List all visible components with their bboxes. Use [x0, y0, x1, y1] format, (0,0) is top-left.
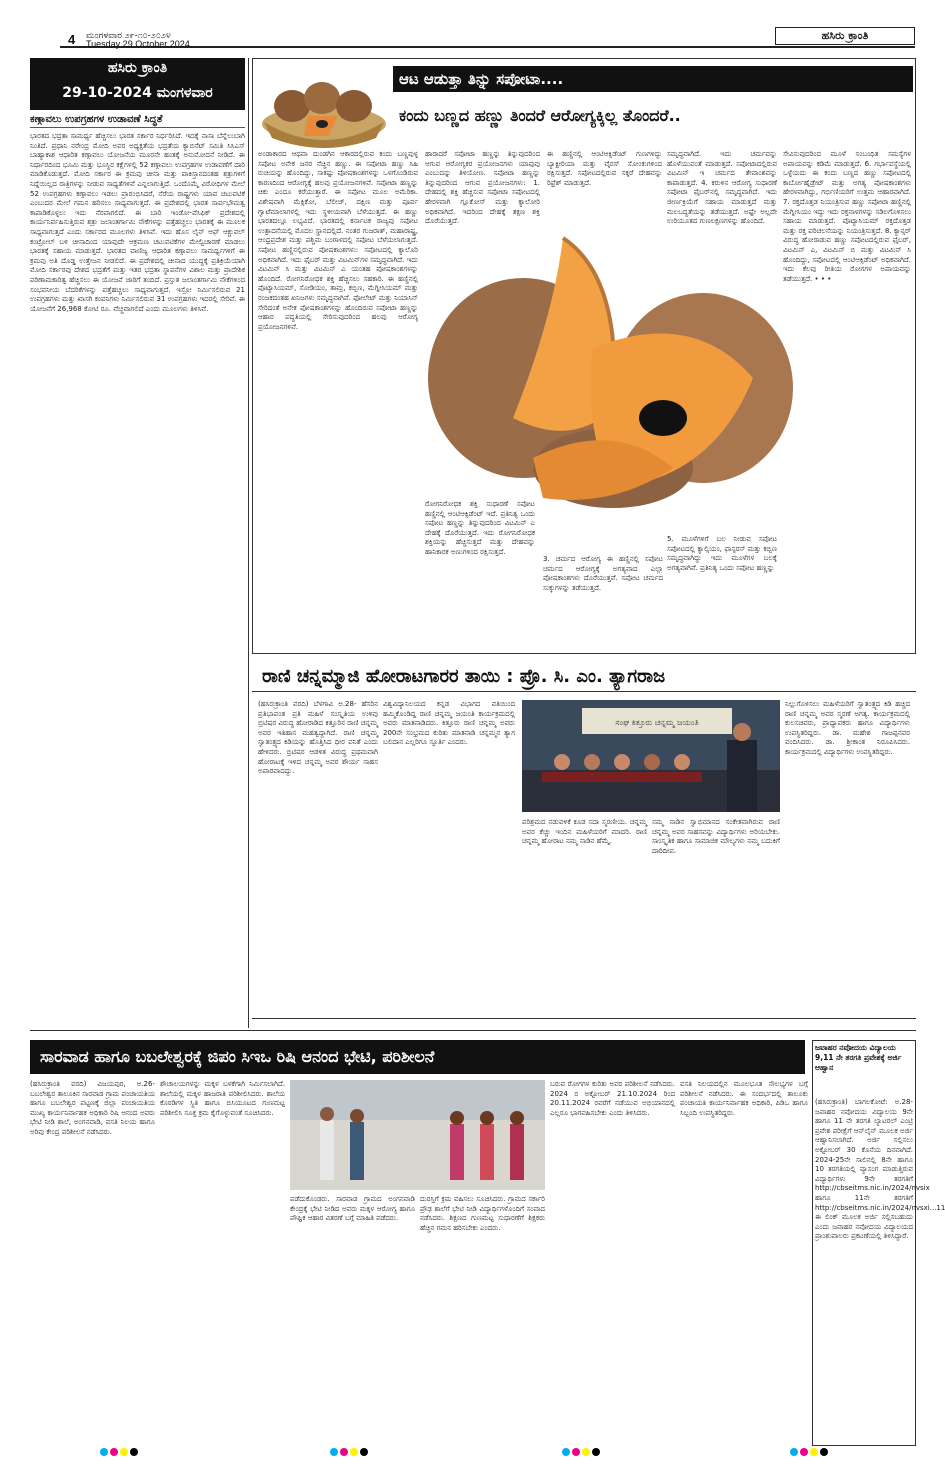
- sapota-column-3b: 3. ಚರ್ಮದ ಆರೋಗ್ಯ ಈ ಹಣ್ಣಿನಲ್ಲಿ ಸಪೋಟ ಚರ್ಮದ ಆರೋಗ್ಯಕ್ಕೆ ಅಗತ್ಯವಾದ ಎಲ್ಲಾ ಪೋಷಕಾಂಶಗಳು ದೊರೆಯುತ್ತವೆ. ಸಪೋಟ ಚರ್ಮದ ಸುಕ್ಕುಗಳನ್ನು ತಡೆಯುತ್ತದೆ.: [543, 555, 663, 592]
- sapota-column-5: ಸೇವಿಸುವುದರಿಂದ ಮೂಳೆ ಸಂಬಂಧಿತ ಸಮಸ್ಯೆಗಳ ಅಪಾಯವನ್ನು ಕಡಿಮೆ ಮಾಡುತ್ತದೆ. 6. ಗರ್ಭಾವಸ್ಥೆಯಲ್ಲಿ ಒಳ್ಳೆಯದು ಈ ಕಂದು ಬಣ್ಣದ ಹಣ್ಣು ಸಪೋಟದಲ್ಲಿ ಕಾರ್ಬೋಹೈಡ್ರೇಟ್ ಮತ್ತು ಅಗತ್ಯ ಪೋಷಕಾಂಶಗಳು ಹೇರಳವಾಗಿದ್ದು, ಗರ್ಭಿಣಿಯರಿಗೆ ಉತ್ತಮ ಆಹಾರವಾಗಿದೆ. 7. ರಕ್ತದೊತ್ತಡ ನಿಯಂತ್ರಿಸುವ ಹಣ್ಣು ಸಪೋಟಾ ಹಣ್ಣಿನಲ್ಲಿ ಮೆಗ್ನೀಸಿಯಂ ಇದ್ದು ಇದು ರಕ್ತನಾಳಗಳನ್ನು ಸಡಿಲಗೊಳಿಸಲು ಸಹಾಯ ಮಾಡುತ್ತದೆ. ಪೊಟ್ಯಾಸಿಯಮ್ ರಕ್ತದೊತ್ತಡ ಮತ್ತು ರಕ್ತ ಪರಿಚಲನೆಯನ್ನು ನಿಯಂತ್ರಿಸುತ್ತದೆ. 8. ಕ್ಯಾನ್ಸರ್ ವಿರುದ್ಧ ಹೋರಾಡುವ ಹಣ್ಣು ಸಪೋಟದಲ್ಲಿರುವ ಫೈಬರ್, ವಿಟಮಿನ್ ಎ, ವಿಟಮಿನ್ ಬಿ ಮತ್ತು ವಿಟಮಿನ್ ಸಿ ಹೊಂದಿದ್ದು, ಸಪೋಟದಲ್ಲಿ ಆಂಟಿಆಕ್ಸಿಡೆಂಟ್ ಅಧಿಕವಾಗಿದೆ. ಇದು ಕೆಲವು ರೀತಿಯ ರೋಗಗಳ ಅಪಾಯವನ್ನು ತಡೆಯುತ್ತದೆ. • • •: [783, 150, 911, 283]
- masthead: [30, 58, 245, 110]
- registration-dot-yellow: [810, 1448, 818, 1456]
- chennamma-event-photo: [522, 700, 780, 812]
- chennamma-column-3: ನಿಲ್ಲುಗೊಳಿಸಲು ಮಹಿಳೆಯರಿಗೆ ಸ್ವಾತಂತ್ರ್ಯದ ಕಿಡಿ ಹಚ್ಚಿದ ರಾಣಿ ಚನ್ನಮ್ಮ ಅವರ ಸ್ಮರಣೆ ಅಗತ್ಯ. ಕಾರ್ಯಕ್ರಮದಲ್ಲಿ ಕುಲಸಚಿವರು, ಪ್ರಾಧ್ಯಾಪಕರು ಹಾಗೂ ವಿದ್ಯಾರ್ಥಿಗಳು ಉಪಸ್ಥಿತರಿದ್ದರು. ಡಾ. ಮಹೇಶ ಗಾಜಪ್ಪನವರ ವಂದಿಸಿದರು. ಡಾ. ಶ್ರೀಕಾಂತ ನಿರೂಪಿಸಿದರು. ಕಾರ್ಯಕ್ರಮದಲ್ಲಿ ವಿದ್ಯಾರ್ಥಿಗಳು ಉಪಸ್ಥಿತರಿದ್ದರು.: [785, 700, 910, 756]
- chennamma-column-2: ವಿಶ್ವವಿದ್ಯಾನಿಲಯದ ಕನ್ನಡ ವಿಭಾಗದ ವತಿಯಿಂದ ಹಮ್ಮಿಕೊಂಡಿದ್ದ ರಾಣಿ ಚನ್ನಮ್ಮ ಜಯಂತಿ ಕಾರ್ಯಕ್ರಮದಲ್ಲಿ ಅವರು ಮಾತನಾಡಿದರು. ಕಿತ್ತೂರು ರಾಣಿ ಚನ್ನಮ್ಮ ಅವರು 200ನೇ ಸಂಭ್ರಮದ ಕುರಿತು ಮಾತನಾಡಿ ಚನ್ನಮ್ಮನ ತ್ಯಾಗ ಬಲಿದಾನ ಎಲ್ಲರಿಗೂ ಸ್ಫೂರ್ತಿ ಎಂದರು.: [383, 700, 515, 747]
- page-number: 4: [68, 32, 76, 47]
- event-banner-text: ಸಂಘ ಕಿತ್ತೂರು ಚನ್ನಮ್ಮ ಜಯಂತಿ: [615, 718, 699, 727]
- registration-marks: [100, 1448, 138, 1456]
- masthead-date: 29-10-2024 ಮಂಗಳವಾರ: [62, 85, 213, 101]
- registration-dot-cyan: [330, 1448, 338, 1456]
- sapota-column-4: ಸಮೃದ್ಧವಾಗಿದೆ. ಇದು ಚರ್ಮವನ್ನು ಹೊಳೆಯುವಂತೆ ಮಾಡುತ್ತದೆ. ಸಪೋಟಾದಲ್ಲಿರುವ ವಿಟಮಿನ್ ಇ ಚರ್ಮದ ತೇವಾಂಶವನ್ನು ಕಾಪಾಡುತ್ತದೆ. 4. ಕರುಳಿನ ಆರೋಗ್ಯ ಸುಧಾರಣೆ ಸಪೋಟಾ ಫೈಬರ್‌ನಲ್ಲಿ ಸಮೃದ್ಧವಾಗಿದೆ. ಇದು ಜೀರ್ಣಕ್ರಿಯೆಗೆ ಸಹಾಯ ಮಾಡುತ್ತದೆ ಮತ್ತು ಮಲಬದ್ಧತೆಯನ್ನು ತಡೆಯುತ್ತದೆ. ಅಷ್ಟೇ ಅಲ್ಲದೇ ಉರಿಯೂತದ ಗುಣಲಕ್ಷಣಗಳನ್ನು ಹೊಂದಿದೆ.: [667, 150, 777, 226]
- sarawad-column-4: ದುರಸ್ತಿಗೆ ಕ್ರಮ ವಹಿಸಲು ಸೂಚಿಸಿದರು. ಗ್ರಾಮದ ಸರ್ಕಾರಿ ಪ್ರೌಢ ಶಾಲೆಗೆ ಭೇಟಿ ನೀಡಿ ವಿದ್ಯಾರ್ಥಿಗಳೊಂದಿಗೆ ಸಂವಾದ ನಡೆಸಿದರು. ಶಿಕ್ಷಣದ ಗುಣಮಟ್ಟ ಸುಧಾರಣೆಗೆ ಶಿಕ್ಷಕರು ಹೆಚ್ಚಿನ ಗಮನ ಹರಿಸಬೇಕು ಎಂದರು.: [420, 1195, 545, 1232]
- sapota-headline-line1: ಆಟ ಆಡುತ್ತಾ ತಿನ್ನು ಸಪೋಟಾ....: [393, 66, 913, 92]
- sapota-column-2b: ರೋಗನಿರೋಧಕ ಶಕ್ತಿ ಸುಧಾರಣೆ ಸಪೋಟ ಹಣ್ಣಿನಲ್ಲಿ ಆಂಟಿಆಕ್ಸಿಡೆಂಟ್ ಇದೆ. ಪ್ರತಿನಿತ್ಯ ಒಂದು ಸಪೋಟ ಹಣ್ಣನ್ನು ತಿನ್ನುವುದರಿಂದ ವಿಟಮಿನ್ ಎ ದೇಹಕ್ಕೆ ದೊರೆಯುತ್ತದೆ. ಇದು ರೋಗನಿರೋಧಕ ಶಕ್ತಿಯನ್ನು ಹೆಚ್ಚಿಸುತ್ತದೆ ಮತ್ತು ದೇಹವನ್ನು ಹಾನಿಕಾರಕ ಅಣುಗಳಿಂದ ರಕ್ಷಿಸುತ್ತದೆ.: [425, 500, 535, 556]
- column-rule: [248, 58, 249, 1028]
- section-rule: [252, 1018, 916, 1019]
- registration-dot-magenta: [572, 1448, 580, 1456]
- chennamma-column-1: (ಹಸಿರುಕ್ರಾಂತಿ ವರದಿ) ಬೆಳಗಾವಿ ಅ.28- ಹೆಸರಿನ ಪ್ರತಿಭಾವಂತ ಪ್ರತಿ ಮಹಿಳೆ ಸಂಸ್ಕೃತಿಯ ಉಳಿವು ಬ್ರಿಟಿಷರ ವಿರುದ್ಧ ಹೋರಾಡಿದ ಕಿತ್ತೂರಿನ ರಾಣಿ ಚನ್ನಮ್ಮ ಅವರ ಇತಿಹಾಸ ಮಹತ್ವದ್ದಾಗಿದೆ. ರಾಣಿ ಚನ್ನಮ್ಮ ಸ್ವಾತಂತ್ರ್ಯದ ಕಿಡಿಯನ್ನು ಹೊತ್ತಿಸಿದ ಧೀರ ವನಿತೆ ಎಂದು ಹೇಳಿದರು. ಬ್ರಿಟಿಷರ ಆಡಳಿತ ವಿರುದ್ಧ ಪ್ರಥಮವಾಗಿ ಹೋರಾಟಕ್ಕೆ ಇಳಿದ ಚನ್ನಮ್ಮ ಅವರ ಶೌರ್ಯ ಸಾಹಸ ಅಪಾರವಾದದ್ದು.: [258, 700, 378, 776]
- navodaya-notice-body: (ಹಸಿರುಕ್ರಾಂತಿ) ಬಾಗಲಕೋಟೆ: ಅ.28- ಜವಾಹರ ನವೋದಯ ವಿದ್ಯಾಲಯ 9ನೇ ಹಾಗೂ 11 ನೇ ತರಗತಿ ಲ್ಯಾಟರಲ್ ಎಂಟ್ರಿ ಪ್ರವೇಶ ಪರೀಕ್ಷೆಗೆ ಆನ್‌ಲೈನ್ ಮೂಲಕ ಅರ್ಜಿ ಆಹ್ವಾನಿಸಲಾಗಿದೆ. ಅರ್ಜಿ ಸಲ್ಲಿಸಲು ಅಕ್ಟೋಬರ್ 30 ಕೊನೆಯ ದಿನವಾಗಿದೆ. 2024-25ನೇ ಸಾಲಿನಲ್ಲಿ 8ನೇ ಹಾಗೂ 10 ತರಗತಿಯಲ್ಲಿ ವ್ಯಾಸಂಗ ಮಾಡುತ್ತಿರುವ ವಿದ್ಯಾರ್ಥಿಗಳು 9ನೇ ತರಗತಿಗೆ http://cbseitms.nic.in/2024/nvsix ಹಾಗೂ 11ನೇ ತರಗತಿಗೆ http://cbseitms.nic.in/2024/nvsxi...11 ಈ ಲಿಂಕ್ ಮೂಲಕ ಅರ್ಜಿ ಸಲ್ಲಿಸಬಹುದು ಎಂದು ಜವಾಹರ ನವೋದಯ ವಿದ್ಯಾಲಯದ ಪ್ರಾಂಶುಪಾಲರು ಪ್ರಕಟಣೆಯಲ್ಲಿ ತಿಳಿಸಿದ್ದಾರೆ.: [815, 1098, 945, 1241]
- sarawad-column-6: ವಸತಿ ನಿಲಯದಲ್ಲಿನ ಮೂಲಭೂತ ಸೌಲಭ್ಯಗಳ ಬಗ್ಗೆ ಪರಿಶೀಲನೆ ನಡೆಸಿದರು. ಈ ಸಂದರ್ಭದಲ್ಲಿ ತಾಲೂಕು ಪಂಚಾಯತಿ ಕಾರ್ಯನಿರ್ವಾಹಕ ಅಧಿಕಾರಿ, ಪಿಡಿಒ ಹಾಗೂ ಸಿಬ್ಬಂದಿ ಉಪಸ್ಥಿತರಿದ್ದರು.: [680, 1080, 808, 1117]
- registration-dot-black: [592, 1448, 600, 1456]
- left-story-headline: ಕಣ್ಗಾವಲು ಉಪಗ್ರಹಗಳ ಉಡಾವಣೆ ಸಿದ್ಧತೆ: [30, 112, 245, 128]
- registration-dot-black: [820, 1448, 828, 1456]
- navodaya-notice-headline: ಜವಾಹರ ನವೋದಯ ವಿದ್ಯಾಲಯ 9,11 ನೇ ತರಗತಿ ಪ್ರವೇಶಕ್ಕೆ ಅರ್ಜಿ ಆಹ್ವಾನ: [815, 1043, 902, 1072]
- registration-marks: [790, 1448, 828, 1456]
- registration-dot-yellow: [120, 1448, 128, 1456]
- sapota-fruit-image: [413, 218, 793, 518]
- header-brand: ಹಸಿರು ಕ್ರಾಂತಿ: [775, 27, 915, 45]
- sarawad-column-3: ಪಡೆದುಕೊಂಡರು. ಸಾರವಾಡ ಗ್ರಾಮದ ಅಂಗನವಾಡಿ ಕೇಂದ್ರಕ್ಕೆ ಭೇಟಿ ನೀಡಿದ ಅವರು ಮಕ್ಕಳ ಆರೋಗ್ಯ ಹಾಗೂ ಪೌಷ್ಟಿಕ ಆಹಾರ ವಿತರಣೆ ಬಗ್ಗೆ ಮಾಹಿತಿ ಪಡೆದರು.: [290, 1195, 415, 1223]
- registration-dot-cyan: [100, 1448, 108, 1456]
- sapota-headline-line2: ಕಂದು ಬಣ್ಣದ ಹಣ್ಣು ತಿಂದರೆ ಆರೋಗ್ಯಕ್ಕಿಲ್ಲ ತೊಂದರೆ..: [399, 106, 681, 125]
- registration-dot-cyan: [790, 1448, 798, 1456]
- registration-dot-magenta: [800, 1448, 808, 1456]
- chennamma-column-5: ನಮ್ಮ ನಾಡಿನ ಸ್ವಾಭಿಮಾನದ ಸಂಕೇತವಾಗಿರುವ ರಾಣಿ ಚನ್ನಮ್ಮ ಅವರ ಸಾಹಸವನ್ನು ವಿದ್ಯಾರ್ಥಿಗಳು ಅರಿಯಬೇಕು. ಸಾಂಸ್ಕೃತಿಕ ಹಾಗೂ ಸಾಮಾಜಿಕ ಮೌಲ್ಯಗಳು ನಮ್ಮ ಬದುಕಿಗೆ ದಾರಿದೀಪ.: [652, 818, 780, 855]
- registration-dot-yellow: [350, 1448, 358, 1456]
- left-story-body: ಭಾರತದ ಭದ್ರತಾ ಸಾಮರ್ಥ್ಯ ಹೆಚ್ಚಿಸಲು ಭಾರತ ಸರ್ಕಾರ ನಿರ್ಧರಿಸಿದೆ. ಇದಕ್ಕೆ ನಾಸಾ ಬೆನ್ನೆಲುಬಾಗಿ ನಿಂತಿದೆ. ಪ್ರಧಾನಿ ನರೇಂದ್ರ ಮೋದಿ ಅವರ ಅಧ್ಯಕ್ಷತೆಯ ಭದ್ರತೆಯ ಕ್ಯಾಬಿನೆಟ್ ಸಮಿತಿ ಸಿಸಿಎಸ್ ಬಾಹ್ಯಾಕಾಶ ಆಧಾರಿತ ಕಣ್ಗಾವಲು ಯೋಜನೆಯ ಮೂರನೇ ಹಂತಕ್ಕೆ ಅನುಮೋದನೆ ನೀಡಿದೆ. ಈ ನಿರ್ಧಾರದಿಂದ ಭೂಮಿ ಮತ್ತು ಭೂಸ್ಥಿರ ಕಕ್ಷೆಗಳಲ್ಲಿ 52 ಕಣ್ಗಾವಲು ಉಪಗ್ರಹಗಳ ಉಡಾವಣೆಗೆ ದಾರಿ ಮಾಡಿಕೊಡುತ್ತದೆ. ಮೋದಿ ಸರ್ಕಾರ ಈ ಕ್ರಮವು ಚೀನಾ ಮತ್ತು ಪಾಕಿಸ್ತಾನದಂತಹ ಶತ್ರುಗಳಿಗೆ ನಿದ್ದೆಯಿಲ್ಲದ ರಾತ್ರಿಗಳನ್ನು ನೀಡುವ ಸಾಧ್ಯತೆಗಳಿವೆ ಎನ್ನಲಾಗುತ್ತಿದೆ. ಒಂದೊಮ್ಮೆ ವಿರೋಧಿಗಳ ಮೇಲೆ 52 ಉಪಗ್ರಹಗಳು ಕಣ್ಗಾವಲು ಇಡಲು ಪ್ರಾರಂಭಿಸಿದರೆ, ನೆರೆಯ ರಾಷ್ಟ್ರಗಳು ಯಾವ ಚಟುವಟಿಕೆ ಎಂಬುದರ ಮೇಲೆ ಗಮನ ಹರಿಸಲು ಸಾಧ್ಯವಾಗುತ್ತದೆ. ಈ ಪ್ರದೇಶದಲ್ಲಿ ಭಾರತ ಸಾರ್ವಭೌಮತ್ವ ಕಾಪಾಡಿಕೊಳ್ಳಲು ಇದು ನೆರವಾಗಲಿದೆ. ಈ ಬಾರಿ ಇಂಡೋ-ಪೆಸಿಫಿಕ್ ಪ್ರದೇಶದಲ್ಲಿ ಕಾರ್ಯನಿರ್ವಹಿಸುತ್ತಿರುವ ಶತ್ರು ಜಲಾಂತರ್ಗಾಮಿ ನೌಕೆಗಳನ್ನು ಪತ್ತೆಹಚ್ಚಲು ಭಾರತಕ್ಕೆ ಈ ಮೂಲಕ ಸಾಧ್ಯವಾಗುತ್ತದೆ ಎಂದು ಸರ್ಕಾರದ ಮೂಲಗಳು ತಿಳಿಸಿವೆ. ಇದು ಹೊಸ ಲೈನ್ ಆಫ್ ಆಕ್ಚುವಲ್ ಕಂಟ್ರೋಲ್ ಬಳಿ ಚೀನಾದಿಂದ ಯಾವುದೇ ಆಕ್ರಮಣ ಚಟುವಟಿಕೆಗಳ ಮೇಲ್ವಿಚಾರಣೆ ಮಾಡಲು ಭಾರತಕ್ಕೆ ಸಹಾಯ ಮಾಡುತ್ತದೆ. ಭಾರತದ ವಾಣಿಜ್ಯ ಆಧಾರಿತ ಕಣ್ಗಾವಲು ಸಾಮರ್ಥ್ಯಗಳಿಗೆ ಈ ಕ್ರಮವು ಅತಿ ದೊಡ್ಡ ಉತ್ತೇಜನ ನೀಡಲಿದೆ. ಈ ಪ್ರದೇಶದಲ್ಲಿ ಚೀನಾದ ಯುದ್ಧಕ್ಕೆ ಪ್ರತಿಕ್ರಿಯೆಯಾಗಿ ಮೋದಿ ಸರ್ಕಾರವು ದೇಶದ ಭದ್ರತೆಗೆ ಮತ್ತು ಇತರ ಭದ್ರತಾ ಸ್ಥಾಪನೆಗಳ ವಿಶಾಲ ಮತ್ತು ಪ್ರಾದೇಶಿಕ ಪರಿಣಾಮಕಾರಿತ್ವ ಹೆಚ್ಚಿಸಲು ಈ ಯೋಜನೆ ಜಾರಿಗೆ ತಂದಿದೆ. ಪ್ರಸ್ತುತ ಜಲಾಂತರ್ಗಾಮಿ ನೌಕೆಗಳಿಂದ ಸಂಭವನೀಯ ಬೆದರಿಕೆಗಳನ್ನು ಪತ್ತೆಹಚ್ಚಲು ಸಾಧ್ಯವಾಗುತ್ತದೆ. ಇಸ್ರೋ ನಿರ್ಮಿಸಲಿರುವ 21 ಉಪಗ್ರಹಗಳು ಮತ್ತು ಖಾಸಗಿ ಕಂಪನಿಗಳು ನಿರ್ಮಿಸಲಿರುವ 31 ಉಪಗ್ರಹಗಳು ಇದರಲ್ಲಿ ಸೇರಿವೆ. ಈ ಯೋಜನೆಗೆ 26,968 ಕೋಟಿ ರೂ. ವೆಚ್ಚವಾಗಲಿದೆ ಎಂದು ಮೂಲಗಳು ತಿಳಿಸಿವೆ.: [30, 132, 245, 313]
- sapota-column-1: ಅಂಡಾಕಾರದ ಆಥವಾ ದುಂಡಗಿನ ಆಕಾರದಲ್ಲಿರುವ ಕಂದು ಬಣ್ಣವುಳ್ಳ ಸಪೋಟ ಅನೇಕ ಜನರ ನೆಚ್ಚಿನ ಹಣ್ಣು. ಈ ಸಪೋಟಾ ಹಣ್ಣು ಸಿಹಿ ರುಚಿಯನ್ನು ಹೊಂದಿದ್ದು, ಸಾಕಷ್ಟು ಪೋಷಕಾಂಶಗಳನ್ನು ಒಳಗೊಂಡಿರುವ ಕಾರಣದಿಂದ ಆರೋಗ್ಯಕ್ಕೆ ಹಲವು ಪ್ರಯೋಜನಗಳಿವೆ. ಸಪೋಟಾ ಹಣ್ಣನ್ನು ಚಿಕು ಎಂದೂ ಕರೆಯುತ್ತಾರೆ. ಈ ಸಪೋಟ ಮೂಲ ಅಮೆರಿಕಾ. ವಿಶೇಷವಾಗಿ ಮೆಕ್ಸಿಕೋ, ಬೆಲೀಜ್, ದಕ್ಷಿಣ ಮತ್ತು ಪೂರ್ವ ಗ್ವಾಟೆಮಾಲಾಗಳಲ್ಲಿ ಇದು ಸ್ಥಳೀಯವಾಗಿ ಬೆಳೆಯುತ್ತದೆ. ಈ ಹಣ್ಣು ಭಾರತದಲ್ಲೂ ಲಭ್ಯವಿದೆ. ಭಾರತದಲ್ಲಿ ಕರ್ನಾಟಕ ರಾಜ್ಯವು ಸಪೋಟ ಉತ್ಪಾದನೆಯಲ್ಲಿ ಮೊದಲ ಸ್ಥಾನದಲ್ಲಿದೆ. ನಂತರ ಗುಜರಾತ್, ಮಹಾರಾಷ್ಟ್ರ, ಆಂಧ್ರಪ್ರದೇಶ ಮತ್ತು ಪಶ್ಚಿಮ ಬಂಗಾಳದಲ್ಲಿ ಸಪೋಟ ಬೆಳೆಯಲಾಗುತ್ತದೆ. ಸಪೋಟ ಹಣ್ಣಿನಲ್ಲಿರುವ ಪೋಷಕಾಂಶಗಳು: ಸಪೋಟದಲ್ಲಿ ಕ್ಯಾಲೊರಿ ಅಧಿಕವಾಗಿದೆ. ಇದು ಫೈಬರ್ ಮತ್ತು ವಿಟಮಿನ್‌ಗಳ ಸಮೃದ್ಧವಾಗಿದೆ. ಇದು ವಿಟಮಿನ್ ಸಿ ಮತ್ತು ವಿಟಮಿನ್ ಎ ಯಂತಹ ಪೋಷಕಾಂಶಗಳನ್ನು ಹೊಂದಿದೆ. ರೋಗನಿರೋಧಕ ಶಕ್ತಿ ಹೆಚ್ಚಿಸಲು ಸಹಕಾರಿ. ಈ ಹಣ್ಣಿನಲ್ಲಿ ಪೊಟ್ಯಾಸಿಯಮ್, ಸೋಡಿಯಂ, ತಾಮ್ರ, ಕಬ್ಬಿಣ, ಮೆಗ್ನೀಸಿಯಮ್ ಮತ್ತು ರಂಜಕದಂತಹ ಖನಿಜಗಳು ಸಮೃದ್ಧವಾಗಿವೆ. ಫೋಲೇಟ್ ಮತ್ತು ನಿಯಾಸಿನ್ ಸೇರಿದಂತೆ ಅನೇಕ ಪೋಷಕಾಂಶಗಳನ್ನು ಹೊಂದಿರುವ ಸಪೋಟಾ ಹಣ್ಣನ್ನು ಆಹಾರ ಪದ್ಧತಿಯಲ್ಲಿ ಸೇರಿಸುವುದರಿಂದ ಹಲವು ಆರೋಗ್ಯ ಪ್ರಯೋಜನಗಳಿವೆ.: [258, 150, 418, 331]
- sapota-column-2: ಹಾರಾದರೆ ಸಪೋಟಾ ಹಣ್ಣನ್ನು ತಿನ್ನುವುದರಿಂದ ಆಗುವ ಆರೋಗ್ಯಕರ ಪ್ರಯೋಜನಗಳು ಯಾವುವು ಎಂಬುದನ್ನು ತಿಳಿಯೋಣ. ಸಪೋಟಾ ಹಣ್ಣನ್ನು ತಿನ್ನುವುದರಿಂದ ಆಗುವ ಪ್ರಯೋಜನಗಳು: 1. ದೇಹದಲ್ಲಿ ಶಕ್ತಿ ಹೆಚ್ಚಿಸುವ ಸಪೋಟಾ ಸಪೋಟದಲ್ಲಿ ಹೇರಳವಾಗಿ ಗ್ಲೂಕೋಸ್ ಮತ್ತು ಕ್ಯಾಲೋರಿ ಅಧಿಕವಾಗಿದೆ. ಇದರಿಂದ ದೇಹಕ್ಕೆ ತಕ್ಷಣ ಶಕ್ತಿ ದೊರೆಯುತ್ತದೆ.: [425, 150, 540, 226]
- registration-dot-black: [360, 1448, 368, 1456]
- header-date-english: Tuesday 29 October 2024: [86, 39, 190, 49]
- registration-dot-cyan: [562, 1448, 570, 1456]
- sarawad-headline: ಸಾರವಾಡ ಹಾಗೂ ಬಬಲೇಶ್ವರಕ್ಕೆ ಜಿಪಂ ಸಿಇಒ ರಿಷಿ ಆನಂದ ಭೇಟಿ, ಪರಿಶೀಲನೆ: [30, 1040, 805, 1074]
- registration-dot-yellow: [582, 1448, 590, 1456]
- sarawad-column-1: (ಹಸಿರುಕ್ರಾಂತಿ ವರದಿ) ವಿಜಯಪುರ, ಅ.26- ಬಬಲೇಶ್ವರ ತಾಲೂಕಿನ ಸಾರವಾಡ ಗ್ರಾಮ ಪಂಚಾಯತಿಯ ಹಾಗೂ ಬಬಲೇಶ್ವರ ಪಟ್ಟಣಕ್ಕೆ ಜಿಲ್ಲಾ ಪಂಚಾಯತಿಯ ಮುಖ್ಯ ಕಾರ್ಯನಿರ್ವಾಹಕ ಅಧಿಕಾರಿ ರಿಷಿ ಆನಂದ ಅವರು ಭೇಟಿ ನೀಡಿ ಶಾಲೆ, ಅಂಗನವಾಡಿ, ವಸತಿ ನಿಲಯ ಹಾಗೂ ಅರಿವು ಕೇಂದ್ರ ಪರಿಶೀಲನೆ ನಡೆಸಿದರು.: [30, 1080, 155, 1136]
- header-date: [86, 31, 190, 49]
- registration-dot-magenta: [110, 1448, 118, 1456]
- sarawad-column-2: ಶೌಚಾಲಯಗಳನ್ನು ಮಕ್ಕಳ ಬಳಕೆಗಾಗಿ ನಿರ್ಮಿಸಲಾಗಿದೆ. ಶಾಲೆಯಲ್ಲಿ ಮಕ್ಕಳ ಹಾಜರಾತಿ ಪರಿಶೀಲಿಸಿದರು. ಶಾಲೆಯ ಕೊಠಡಿಗಳ ಸ್ಥಿತಿ ಹಾಗೂ ಬಿಸಿಯೂಟದ ಗುಣಮಟ್ಟ ಪರಿಶೀಲಿಸಿ ಸೂಕ್ತ ಕ್ರಮ ಕೈಗೊಳ್ಳುವಂತೆ ಸೂಚಿಸಿದರು.: [160, 1080, 285, 1117]
- chennamma-column-4: ಪರಿಶ್ರಮದ ನಡುವಳಿಕೆ ಕೂಡ ಸದಾ ಸ್ಮರಣೀಯ. ಚನ್ನಮ್ಮ ಅವರ ಕೆಚ್ಚು ಇಂದಿನ ಮಹಿಳೆಯರಿಗೆ ಮಾದರಿ. ರಾಣಿ ಚನ್ನಮ್ಮ ಹೋರಾಟ ನಮ್ಮ ನಾಡಿನ ಹೆಮ್ಮೆ.: [522, 818, 647, 846]
- sarawad-column-5: ಬರುವ ರೋಗಗಳ ಕುರಿತು ಅವರ ಪರಿಶೀಲನೆ ನಡೆಸಿದರು. 2024 ರ ಅಕ್ಟೋಬರ್ 21.10.2024 ರಿಂದ 20.11.2024 ರವರೆಗೆ ನಡೆಯುವ ಅಭಿಯಾನದಲ್ಲಿ ಎಲ್ಲರೂ ಭಾಗವಹಿಸಬೇಕು ಎಂದು ತಿಳಿಸಿದರು.: [550, 1080, 675, 1117]
- sarawad-visit-photo: [290, 1080, 545, 1190]
- registration-marks: [562, 1448, 600, 1456]
- registration-dot-magenta: [340, 1448, 348, 1456]
- header-date-kannada: ಮಂಗಳವಾರ ೨೯-೧೦-೨೦೨೪: [86, 30, 171, 40]
- section-rule: [30, 1030, 916, 1031]
- sapota-column-3: ಈ ಹಣ್ಣಿನಲ್ಲಿ ಆಂಟಿಆಕ್ಸಿಡೆಂಟ್ ಗುಣಗಳಿದ್ದು ಬ್ಯಾಕ್ಟೀರಿಯಾ ಮತ್ತು ವೈರಸ್ ಸೋಂಕುಗಳಿಂದ ರಕ್ಷಿಸುತ್ತದೆ. ಸಪೋಟದಲ್ಲಿರುವ ಸಕ್ಕರೆ ದೇಹವನ್ನು ರಿಫ್ರೆಶ್ ಮಾಡುತ್ತದೆ.: [547, 150, 662, 187]
- sapota-column-4b: 5. ಮೂಳೆಗಳಿಗೆ ಬಲ ನೀಡುವ ಸಪೋಟ ಸಪೋಟದಲ್ಲಿ ಕ್ಯಾಲ್ಸಿಯಂ, ಫಾಸ್ಫರಸ್ ಮತ್ತು ಕಬ್ಬಿಣ ಸಮೃದ್ಧವಾಗಿದ್ದು ಇದು ಮೂಳೆಗಳ ಬಲಕ್ಕೆ ಅಗತ್ಯವಾಗಿವೆ. ಪ್ರತಿನಿತ್ಯ ಒಂದು ಸಪೋಟ ಹಣ್ಣನ್ನು: [667, 535, 777, 572]
- chennamma-headline: ರಾಣಿ ಚನ್ನಮ್ಮಾಜಿ ಹೋರಾಟಗಾರರ ತಾಯಿ : ಪ್ರೊ. ಸಿ. ಎಂ. ತ್ಯಾಗರಾಜ: [252, 662, 916, 692]
- masthead-brand: ಹಸಿರು ಕ್ರಾಂತಿ: [107, 60, 168, 76]
- registration-marks: [330, 1448, 368, 1456]
- sapota-basket-image: [258, 62, 390, 146]
- registration-dot-black: [130, 1448, 138, 1456]
